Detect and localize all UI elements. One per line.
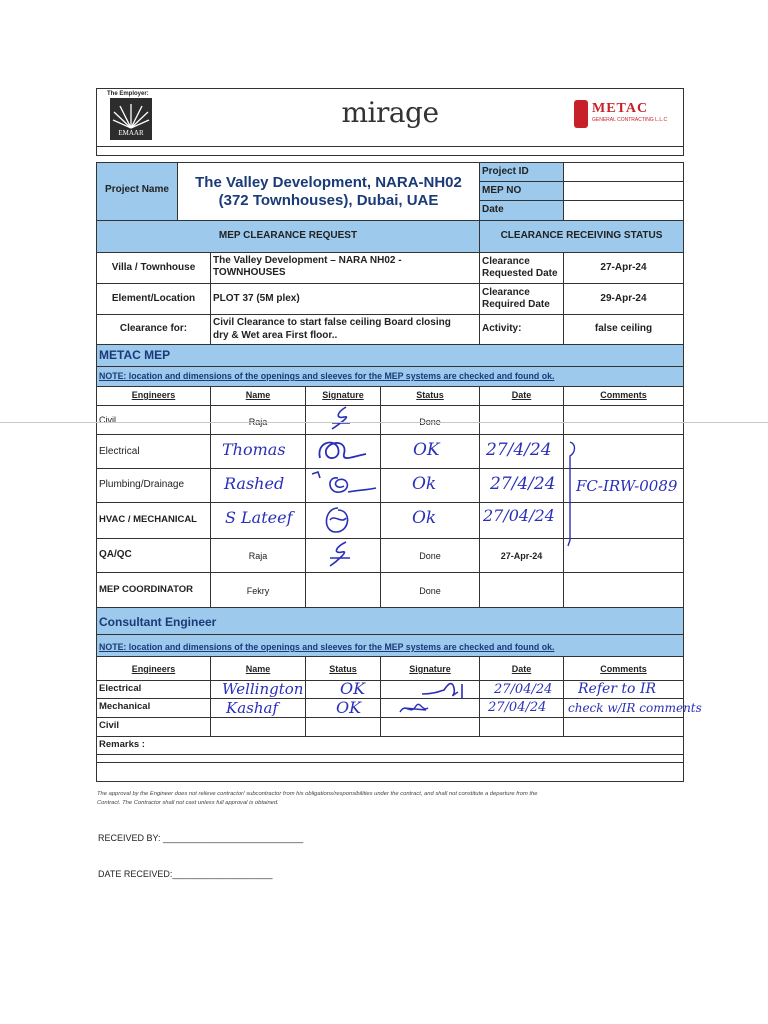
mep-row-plumbing-name: Rashed <box>224 474 285 493</box>
disclaimer-line1: The approval by the Engineer does not relieve contractor/ subcontractor from his obligations/responsibilities under the contract, and shall not constitute a departure from the <box>97 791 538 797</box>
consultant-col-signature: Signature <box>409 664 451 674</box>
consultant-row-electrical-date: 27/04/24 <box>494 682 553 697</box>
project-id-label: Project ID <box>482 166 529 177</box>
mep-row-coordinator-status: Done <box>419 586 441 596</box>
mep-row-qaqc-status: Done <box>419 551 441 561</box>
consultant-note: NOTE: location and dimensions of the openings and sleeves for the MEP systems are checked and found ok. <box>99 642 555 652</box>
consultant-row-electrical-signature <box>418 678 478 700</box>
consultant-row-mechanical-signature <box>396 698 432 718</box>
metac-subtitle: GENERAL CONTRACTING L.L.C <box>592 117 668 123</box>
emaar-logo <box>110 98 152 140</box>
mep-row-qaqc-signature <box>326 540 356 570</box>
mep-row-plumbing-signature <box>308 468 378 500</box>
consultant-col-name: Name <box>245 664 271 674</box>
required-date-label-2: Required Date <box>482 299 550 310</box>
project-name-label: Project Name <box>105 184 169 195</box>
mep-comment-handwritten: FC-IRW-0089 <box>576 477 678 495</box>
consultant-row-electrical-name: Wellington <box>222 680 304 698</box>
mep-col-signature: Signature <box>322 390 364 400</box>
clearance-for-label: Clearance for: <box>119 323 188 334</box>
metac-emblem-icon <box>574 100 588 128</box>
consultant-row-mechanical-engineer: Mechanical <box>99 701 151 712</box>
consultant-col-date: Date <box>511 664 532 674</box>
requested-date-value: 27-Apr-24 <box>600 262 647 273</box>
mep-no-label: MEP NO <box>482 185 522 196</box>
metac-mep-heading: METAC MEP <box>99 348 171 362</box>
requested-date-label-1: Clearance <box>482 256 530 267</box>
consultant-col-comments: Comments <box>600 664 647 674</box>
consultant-row-mechanical-status: OK <box>336 698 362 717</box>
activity-value: false ceiling <box>594 323 653 334</box>
mep-row-electrical-date: 27/4/24 <box>486 440 552 460</box>
mep-row-hvac-engineer: HVAC / MECHANICAL <box>99 514 197 525</box>
consultant-row-civil-engineer: Civil <box>99 720 120 731</box>
mep-row-hvac-date: 27/04/24 <box>483 506 555 525</box>
mep-row-civil-name: Raja <box>248 417 268 427</box>
mep-row-qaqc-date: 27-Apr-24 <box>500 551 543 561</box>
mep-row-plumbing-engineer: Plumbing/Drainage <box>99 479 185 490</box>
consultant-row-mechanical-date: 27/04/24 <box>488 700 547 715</box>
mep-row-civil-status: Done <box>419 417 441 427</box>
mep-col-date: Date <box>511 390 532 400</box>
consultant-col-status: Status <box>329 664 357 674</box>
consultant-row-mechanical-name: Kashaf <box>226 699 279 717</box>
metac-mep-note: NOTE: location and dimensions of the openings and sleeves for the MEP systems are checked and found ok. <box>99 371 555 381</box>
disclaimer-line2: Contract. The Contractor shall not cast unless full approval is obtained. <box>97 800 279 806</box>
clearance-for-line2: dry & Wet area First floor.. <box>213 330 338 341</box>
requested-date-label-2: Requested Date <box>482 268 558 279</box>
mep-row-hvac-status: Ok <box>412 508 437 528</box>
mep-row-electrical-signature <box>314 436 370 466</box>
project-title-line1: The Valley Development, NARA-NH02 <box>195 174 462 191</box>
scan-artifact-line <box>0 422 768 423</box>
mirage-logo: mirage <box>341 96 439 129</box>
date-label: Date <box>482 204 504 215</box>
mep-row-civil-signature <box>328 405 358 433</box>
project-title-line2: (372 Townhouses), Dubai, UAE <box>218 192 439 209</box>
required-date-label-1: Clearance <box>482 287 530 298</box>
mep-row-electrical-engineer: Electrical <box>99 446 140 457</box>
mep-col-comments: Comments <box>600 390 647 400</box>
mep-row-coordinator-engineer: MEP COORDINATOR <box>99 584 193 595</box>
mep-row-electrical-status: OK <box>413 440 440 460</box>
consultant-row-mechanical-comment: check w/IR comments <box>568 701 702 715</box>
villa-value-line2: TOWNHOUSES <box>213 267 286 278</box>
mep-col-engineers: Engineers <box>131 390 176 400</box>
mep-row-plumbing-date: 27/4/24 <box>490 474 556 494</box>
consultant-col-engineers: Engineers <box>131 664 176 674</box>
metac-text: METAC <box>592 101 649 116</box>
received-by-field[interactable]: RECEIVED BY: ____________________________ <box>98 833 304 843</box>
consultant-row-electrical-engineer: Electrical <box>99 683 142 694</box>
mep-col-status: Status <box>416 390 444 400</box>
date-received-field[interactable]: DATE RECEIVED:____________________ <box>98 869 273 879</box>
clearance-status-header: CLEARANCE RECEIVING STATUS <box>500 230 663 241</box>
clearance-for-line1: Civil Clearance to start false ceiling Board closing <box>213 317 451 328</box>
mep-row-qaqc-engineer: QA/QC <box>99 549 132 560</box>
mep-row-plumbing-status: Ok <box>412 474 437 494</box>
element-value: PLOT 37 (5M plex) <box>213 293 300 304</box>
employer-label: The Employer: <box>107 91 149 97</box>
mep-row-qaqc-name: Raja <box>248 551 268 561</box>
mep-row-coordinator-name: Fekry <box>246 586 270 596</box>
consultant-row-electrical-status: OK <box>340 679 366 698</box>
consultant-row-electrical-comment: Refer to IR <box>578 681 657 697</box>
mep-row-electrical-name: Thomas <box>222 440 286 459</box>
remarks-label: Remarks : <box>99 739 145 750</box>
villa-value-line1: The Valley Development – NARA NH02 - <box>213 255 402 266</box>
villa-label: Villa / Townhouse <box>111 262 196 273</box>
activity-label: Activity: <box>482 323 522 334</box>
emaar-text: EMAAR <box>118 129 144 137</box>
element-label: Element/Location <box>111 293 196 304</box>
mep-row-hvac-signature <box>318 504 358 536</box>
metac-logo <box>574 100 678 130</box>
consultant-heading: Consultant Engineer <box>99 615 217 629</box>
mep-row-hvac-name: S Lateef <box>225 508 293 527</box>
required-date-value: 29-Apr-24 <box>600 293 647 304</box>
mep-col-name: Name <box>245 390 271 400</box>
mep-clearance-request-header: MEP CLEARANCE REQUEST <box>218 230 358 241</box>
mep-row-civil-engineer: Civil <box>99 415 116 425</box>
